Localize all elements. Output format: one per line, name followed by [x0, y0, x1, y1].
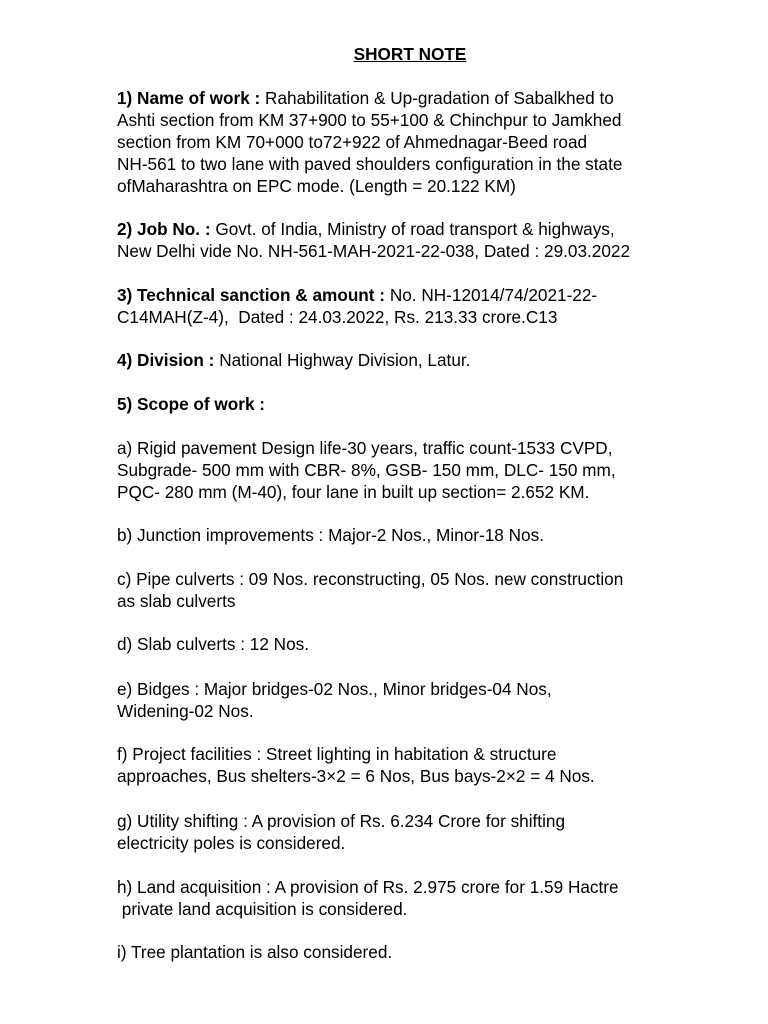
- item-text: Govt. of India, Ministry of road transport & highways,: [215, 219, 615, 239]
- item-label: 3) Technical sanction & amount :: [117, 285, 390, 305]
- item-label: 4) Division :: [117, 350, 220, 370]
- scope-line: PQC- 280 mm (M-40), four lane in built up section= 2.652 KM.: [117, 482, 590, 502]
- item-text: National Highway Division, Latur.: [219, 350, 471, 370]
- item-line: [117, 349, 717, 371]
- scope-item-slab-culverts: [117, 633, 717, 655]
- scope-item-tree-plantation: [117, 941, 717, 963]
- scope-item-land-acquisition: [117, 876, 717, 920]
- scope-line: a) Rigid pavement Design life-30 years, traffic count-1533 CVPD,: [117, 438, 613, 458]
- scope-line: i) Tree plantation is also considered.: [117, 942, 393, 962]
- item-line: [117, 87, 717, 109]
- item-division: [117, 349, 717, 371]
- scope-item-junction-improvements: [117, 524, 717, 546]
- item-job-no: [117, 218, 717, 262]
- scope-line: b) Junction improvements : Major-2 Nos., Minor-18 Nos.: [117, 525, 544, 545]
- item-line: [117, 393, 717, 415]
- item-line: NH-561 to two lane with paved shoulders configuration in the state: [117, 154, 623, 174]
- item-label: 5) Scope of work :: [117, 394, 266, 414]
- scope-line: f) Project facilities : Street lighting in habitation & structure: [117, 744, 557, 764]
- item-line: C14MAH(Z-4), Dated : 24.03.2022, Rs. 213.33 crore.C13: [117, 307, 558, 327]
- item-line: section from KM 70+000 to72+922 of Ahmednagar-Beed road: [117, 132, 588, 152]
- scope-item-rigid-pavement: [117, 437, 717, 503]
- item-line: New Delhi vide No. NH-561-MAH-2021-22-038, Dated : 29.03.2022: [117, 241, 631, 261]
- item-text: Rahabilitation & Up-gradation of Sabalkhed to: [265, 88, 614, 108]
- scope-item-utility-shifting: [117, 810, 717, 854]
- scope-item-pipe-culverts: [117, 568, 717, 612]
- scope-line: c) Pipe culverts : 09 Nos. reconstructing, 05 Nos. new construction: [117, 569, 624, 589]
- scope-line: e) Bidges : Major bridges-02 Nos., Minor bridges-04 Nos,: [117, 679, 552, 699]
- scope-line: d) Slab culverts : 12 Nos.: [117, 634, 310, 654]
- scope-line: approaches, Bus shelters-3×2 = 6 Nos, Bus bays-2×2 = 4 Nos.: [117, 766, 595, 786]
- item-scope-of-work: [117, 393, 717, 415]
- scope-line: Widening-02 Nos.: [117, 701, 254, 721]
- scope-line: private land acquisition is considered.: [117, 899, 408, 919]
- item-label: 2) Job No. :: [117, 219, 216, 239]
- document-title: SHORT NOTE: [353, 44, 467, 64]
- scope-line: h) Land acquisition : A provision of Rs. 2.975 crore for 1.59 Hactre: [117, 877, 619, 897]
- item-line: Ashti section from KM 37+900 to 55+100 & Chinchpur to Jamkhed: [117, 110, 622, 130]
- scope-item-project-facilities: [117, 743, 717, 787]
- item-technical-sanction: [117, 284, 717, 328]
- item-line: [117, 218, 717, 240]
- item-label: 1) Name of work :: [117, 88, 266, 108]
- scope-item-bridges: [117, 678, 717, 722]
- scope-line: Subgrade- 500 mm with CBR- 8%, GSB- 150 mm, DLC- 150 mm,: [117, 460, 616, 480]
- scope-line: as slab culverts: [117, 591, 236, 611]
- item-line: [117, 284, 717, 306]
- item-text: No. NH-12014/74/2021-22-: [389, 285, 598, 305]
- item-line: ofMaharashtra on EPC mode. (Length = 20.122 KM): [117, 176, 516, 196]
- item-name-of-work: [117, 87, 717, 197]
- scope-line: electricity poles is considered.: [117, 833, 346, 853]
- scope-line: g) Utility shifting : A provision of Rs. 6.234 Crore for shifting: [117, 811, 566, 831]
